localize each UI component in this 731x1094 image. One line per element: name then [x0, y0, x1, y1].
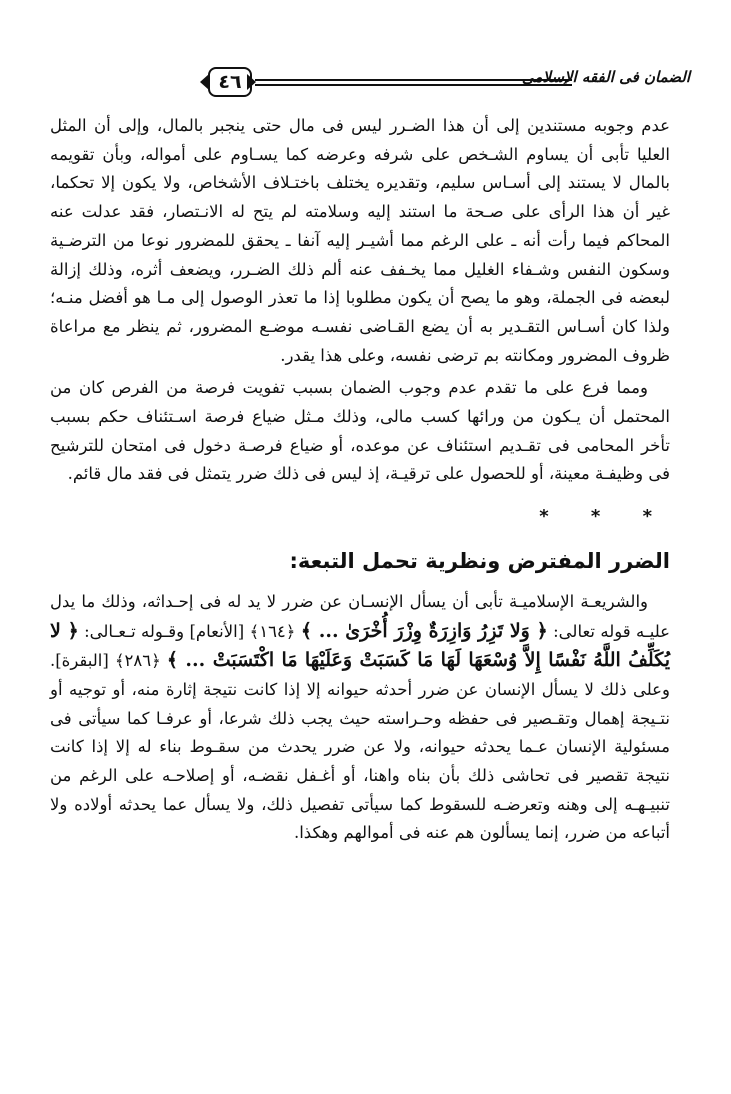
quran-verse-1: ﴿ وَلا تَزِرُ وَازِرَةٌ وِزْرَ أُخْرَىٰ ... ﴾ [300, 619, 548, 642]
paragraph-3-part-2: وقـوله تـعـالى: [78, 621, 190, 641]
section-heading: الضرر المفترض ونظرية تحمل التبعة: [289, 548, 670, 573]
running-header [50, 66, 690, 100]
page-number: ٤٦ [208, 67, 252, 97]
page-number-box [200, 66, 256, 96]
paragraph-3 [50, 588, 670, 848]
paragraph-2: ومما فرع على ما تقدم عدم وجوب الضمان بسبب تفويت فرصة من الفرص كان من المحتمل أن يـكون من ورائها كسب مالى، وذلك مـثل ضياع فرصة اسـتئناف حكم بسبب تأخر المحامى فى تقـديم استئناف عن موعده، أو ضياع فرصـة دخول فى امتحان للترشيح فى وظيفـة معينة، أو للحصول على ترقيـة، إذ ليس فى ذلك ضرر يتمثل فى فقد مال قائم. [50, 378, 670, 484]
verse-reference-2: ﴿٢٨٦﴾ [البقرة] [55, 651, 161, 671]
section-separator: * * * [539, 506, 670, 528]
page-body [50, 112, 670, 848]
verse-reference-1: ﴿١٦٤﴾ [الأنعام] [189, 621, 296, 641]
paragraph-1: عدم وجوبه مستندين إلى أن هذا الضـرر ليس فى مال حتى ينجبر بالمال، وإلى أن المثل العليا تأبى أن يساوم الشـخص على شرفه وعرضه كما يسـاوم على أمواله، وبأن تقويمه بالمال لا يستند إلى أسـاس سليم، وتقديره يختلف باختـلاف الأشخاص، ولا يكون إلا تحكما، غير أن هذا الرأى على صـحة ما استند إليه وسلامته لم يتح له الانـتصار، فقد عدلت عنه المحاكم فيما رأت أنه ـ على الرغم مما أشيـر إليه آنفا ـ يحقق للمضرور نوعا من الترضـية وسكون النفس وشـفاء الغليل مما يخـفف عنه ألم ذلك الضـرر، ويضعف أثره، وذلك إزالة لبعضه فى الجملة، وهو ما يصح أن يكون مطلوبا إذا ما تعذر الوصول إلى مـا هو أفضل منـه؛ ولذا كان أسـاس التقـدير به أن يضع القـاضى نفسـه موضـع المضرور، ثم ينظر مع مراعاة ظروف المضرور ومكانته بم ترضى نفسه، وعلى هذا يقدر. [50, 116, 670, 365]
paragraph-3-part-3: . وعلى ذلك لا يسأل الإنسان عن ضرر أحدثه حيوانه إلا إذا كانت نتيجة إثارة منه، أو توجيه أو نتـيجة إهمال وتقـصير فى حفظه وحـراسته حيث يجب ذلك شرعا، أو عرفـا كما سيأتى فى مسئولية الإنسان عـما يحدثه حيوانه، ولا عن ضرر يحدث من سقـوط بناء له إلا إذا كانت نتيجة تقصير فى تحاشى ذلك بأن بناه واهنا، أو أغـفل نقضـه، أو إصلاحـه على الرغم من تنبيـهـه إلى وهنه وتعرضـه للسقوط كما سيأتى تفصيل ذلك، ولا يسأل عما يحدثه أولاده ولا أتباعه من ضرر، إنما يسألون هم عنه فى أموالهم وهكذا. [50, 651, 670, 843]
running-title: الضمان فى الفقه الإسلامى [521, 68, 690, 86]
paragraph-3-part-1: والشريعـة الإسلاميـة تأبى أن يسأل الإنسـان عن ضرر لا يد له فى إحـداثه، وذلك ما يدل عليـه قوله تعالى: [50, 591, 671, 641]
quran-verse-2: ﴿ لا يُكَلِّفُ اللَّهُ نَفْسًا إِلاَّ وُسْعَهَا لَهَا مَا كَسَبَتْ وَعَلَيْهَا مَا اكْتَسَبَتْ ... ﴾ [50, 619, 670, 672]
